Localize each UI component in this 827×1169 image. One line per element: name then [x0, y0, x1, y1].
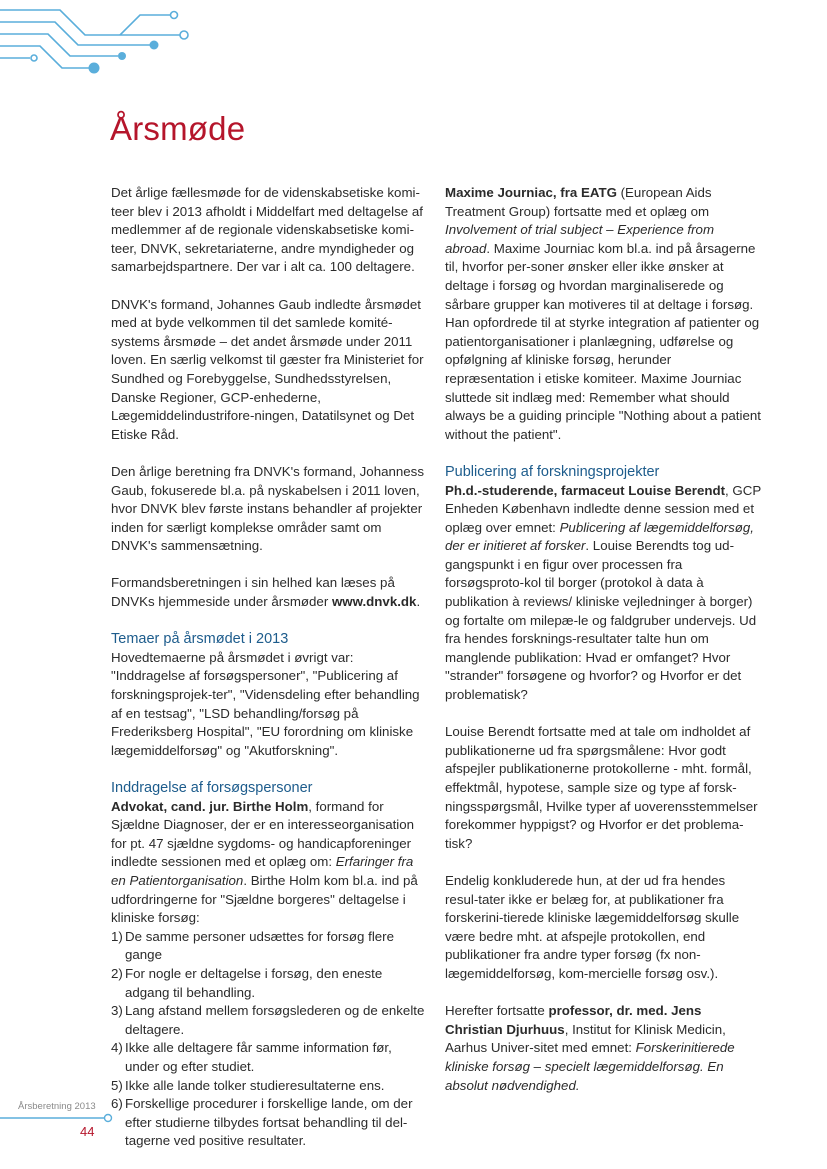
maxime-paragraph	[445, 184, 761, 444]
list-item-number: 2)	[111, 965, 123, 981]
hjemmeside-paragraph	[111, 574, 427, 611]
list-item-text: Forskellige procedurer i forskellige lande, om der efter studierne tilbydes fortsat behandling til del-tagerne ved positive resultater.	[125, 1096, 413, 1149]
list-item	[111, 1095, 427, 1151]
list-item	[111, 965, 427, 1002]
inddragelse-talk-title: Erfaringer fra en Patientorganisation	[111, 854, 414, 888]
left-column	[111, 184, 427, 1151]
temaer-heading: Temaer på årsmødet i 2013	[111, 631, 289, 648]
inddragelse-paragraph	[111, 798, 427, 928]
inddragelse-heading: Inddragelse af forsøgspersoner	[111, 780, 313, 796]
birthe-holm-name: Advokat, cand. jur. Birthe Holm	[111, 798, 309, 814]
inddragelse-text-2: . Birthe Holm kom bl.a. ind på udfordringerne for "Sjældne borgeres" deltagelse i kliniske forsøg:	[111, 872, 418, 926]
list-item-number: 6)	[111, 1096, 123, 1112]
louise-text-2: . Louise Berendts tog ud-gangspunkt i en figur over processen fra forsøgsproto-kol til borger (protokol à data à publikation à reviews/ kliniske vejledninger à borger) og fortalte om milepæ-le og faldgruber undervejs. Ud fra hendes forsknings-resultater talte hun om manglende publikation: Hvad er omfanget? Hvor "strander" forsøgene og hvorfor? og Hvorfor er det problematisk?	[445, 538, 757, 703]
jens-text-2: , Institut for Klinisk Medicin, Aarhus Univer-sitet med emnet:	[445, 1021, 726, 1056]
louise-paragraph	[445, 482, 761, 705]
page-number: 44	[80, 1124, 95, 1139]
list-item-number: 1)	[111, 928, 123, 944]
footer-line	[0, 1113, 120, 1123]
conclusion-paragraph: Endelig konkluderede hun, at der ud fra hendes resul-tater ikke er belæg for, at publikationer fra forskerini-tierede kliniske lægemiddelforsøg skulle være bedre mht. at afspejle protokollen, end publikationer fra andre typer forsøg (fx non-lægemiddelforsøg, kom-mercielle forsøg osv.).	[445, 872, 740, 981]
louise-talk-title: Publicering af lægemiddelforsøg, der er initieret af forsker	[445, 519, 754, 554]
inddragelse-text-1: , formand for Sjældne Diagnoser, der er en interesseorganisation for pt. 47 sjældne sygdoms- og handicapforeninger indledte sessionen med et oplæg om:	[111, 798, 415, 870]
circuit-decoration	[0, 0, 200, 80]
louise-name: Ph.d.-studerende, farmaceut Louise Berendt	[445, 482, 726, 498]
jens-text-1: Herefter fortsatte	[445, 1003, 549, 1019]
list-item-number: 5)	[111, 1077, 123, 1093]
list-item	[111, 1002, 427, 1039]
jens-paragraph	[445, 1002, 761, 1095]
temaer-paragraph: Hovedtemaerne på årsmødet i øvrigt var: "Inddragelse af forsøgspersoner", "Publicering af forskningsprojek-ter", "Vidensdeling efter behandling af en testsag", "LSD behandling/forsøg på Frederiksberg Hospital", "EU forordning om kliniske lægemiddelforsøg" og "Akutforskning".	[111, 649, 420, 758]
list-item-text: Lang afstand mellem forsøgslederen og de enkelte deltagere.	[125, 1003, 425, 1037]
maxime-text-2: . Maxime Journiac kom bl.a. ind på årsagerne til, hvorfor per-soner ønsker eller ikke ønsker at deltage i forsøg og hvordan marginaliserede og sårbare grupper kan motiveres til at deltage i forsøg. Han opfordrede til at styrke integration af patienter og patientorganisationer i planlægning, udførelse og opfølgning af kliniske forsøg, herunder repræsentation i etiske komiteer. Maxime Journiac sluttede sit indlæg med: Remember what should always be a guiding principle "Nothing about a patient without the patient".	[445, 240, 761, 442]
dnvk-link[interactable]: www.dnvk.dk	[331, 594, 417, 610]
list-item-number: 3)	[111, 1003, 123, 1019]
louise-text-1: , GCP Enheden København indledte denne session med et oplæg over emnet:	[445, 482, 761, 535]
list-item-number: 4)	[111, 1040, 123, 1056]
list-item	[111, 1039, 427, 1076]
beretning-paragraph: Den årlige beretning fra DNVK's formand, Johanness Gaub, fokuserede bl.a. på nyskabelsen i 2011 loven, hvor DNVK blev første instans behandler af projekter inden for særligt komplekse områder samt om DNVK's sammensætning.	[111, 463, 424, 554]
right-column	[445, 184, 761, 1114]
jens-talk-title: Forskerinitierede kliniske forsøg – specielt lægemiddelforsøg. En absolut nødvendighed.	[445, 1040, 735, 1093]
intro-paragraph: Det årlige fællesmøde for de videnskabsetiske komi-teer blev i 2013 afholdt i Middelfart med deltagelse af medlemmer af de regionale videnskabsetiske komi-teer, DNVK, sekretariaterne, andre myndigheder og samarbejdspartnere. Der var i alt ca. 100 deltagere.	[111, 185, 423, 275]
list-item-text: Ikke alle lande tolker studieresultaterne ens.	[125, 1077, 385, 1093]
jens-name: professor, dr. med. Jens Christian Djurhuus	[445, 1003, 702, 1037]
list-item-text: For nogle er deltagelse i forsøg, den eneste adgang til behandling.	[125, 965, 383, 1000]
list-item	[111, 1077, 427, 1096]
list-item-text: Ikke alle deltagere får samme information før, under og efter studiet.	[125, 1040, 392, 1074]
publicering-heading: Publicering af forskningsprojekter	[445, 463, 660, 480]
hjemmeside-text: Formandsberetningen i sin helhed kan læses på DNVKs hjemmeside under årsmøder	[111, 575, 395, 610]
page-title: Årsmøde	[110, 110, 246, 147]
maxime-text-1: (European Aids Treatment Group) fortsatte med et oplæg om	[445, 185, 712, 219]
hjemmeside-end: .	[416, 594, 421, 610]
challenges-list	[111, 928, 427, 1151]
list-item-text: De samme personer udsættes for forsøg flere gange	[125, 928, 394, 963]
louise-paragraph-2: Louise Berendt fortsatte med at tale om indholdet af publikationerne ud fra spørgsmålene: Hvor godt afspejler publikationerne protokollerne - mht. formål, effektmål, hypotese, sample size og type af forsk-ningsspørgsmål, Hvilke typer af uoverensstemmelser forekommer hyppigst? og Hvorfor er det problema-tisk?	[445, 724, 758, 851]
footer-label: Årsberetning 2013	[18, 1101, 96, 1112]
maxime-talk-title: Involvement of trial subject – Experience from abroad	[445, 222, 715, 256]
gaub-paragraph: DNVK's formand, Johannes Gaub indledte årsmødet med at byde velkommen til det samlede komité-systems årsmøde – det andet årsmøde under 2011 loven. En særlig velkomst til gæster fra Ministeriet for Sundhed og Forebyggelse, Sundhedsstyrelsen, Danske Regioner, GCP-enhederne, Lægemiddelindustrifore-ningen, Datatilsynet og Det Etiske Råd.	[111, 296, 424, 442]
list-item	[111, 928, 427, 965]
maxime-name: Maxime Journiac, fra EATG	[445, 185, 617, 200]
